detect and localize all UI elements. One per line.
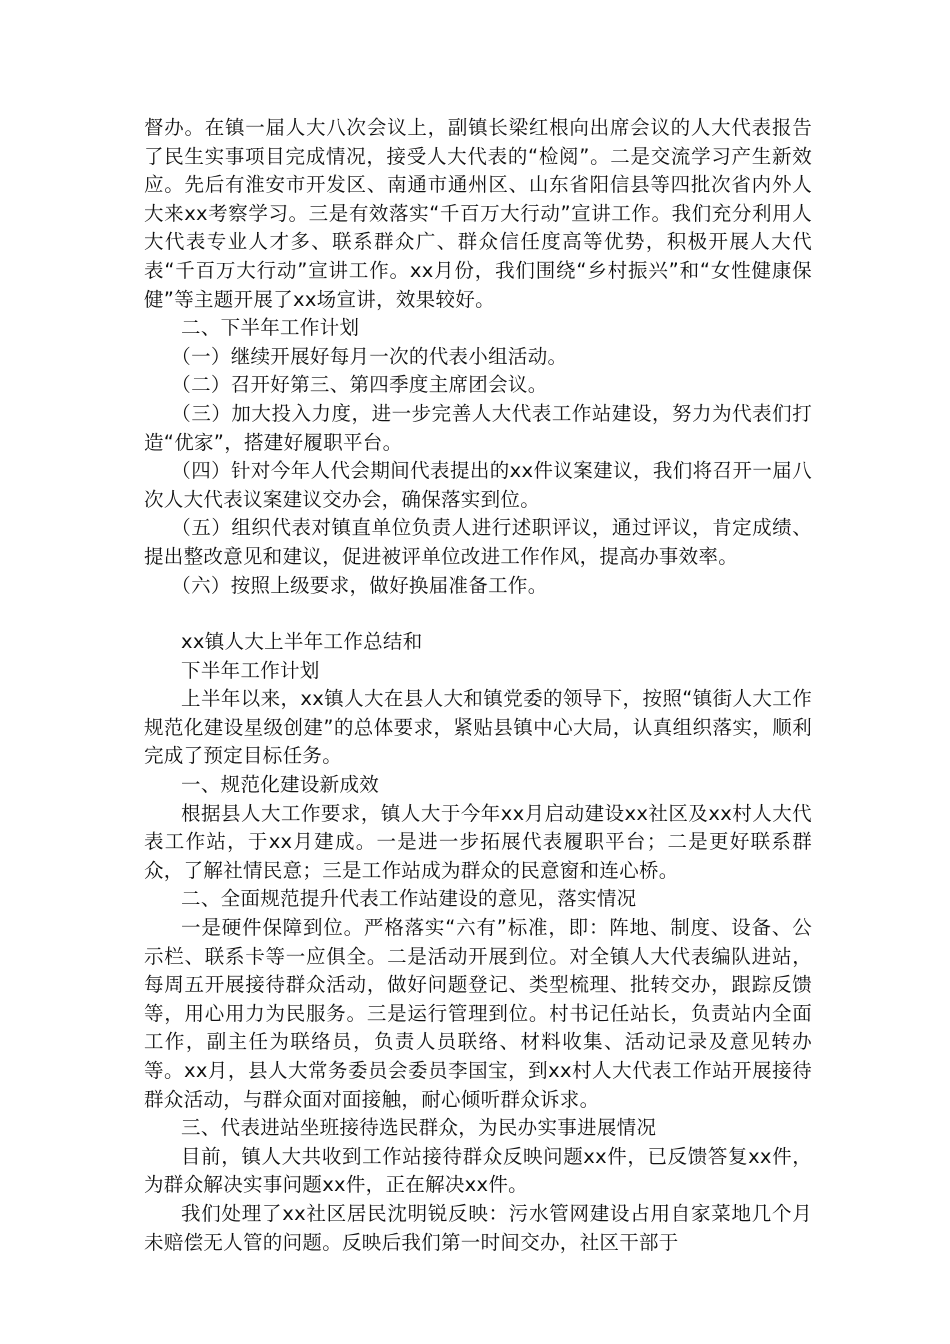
plan-item: （三）加大投入力度，进一步完善人大代表工作站建设，努力为代表们打造“优家”，搭建好履职平台。 (144, 401, 812, 454)
document-title: xx镇人大上半年工作总结和 (181, 630, 423, 654)
paragraph: 一是硬件保障到位。严格落实“六有”标准，即：阵地、制度、设备、公示栏、联系卡等一应俱全。二是活动开展到位。对全镇人大代表编队进站，每周五开展接待群众活动，做好问题登记、类型梳理、批转交办，跟踪反馈等，用心用力为民服务。三是运行管理到位。村书记任站长，负责站内全面工作，副主任为联络员，负责人员联络、材料收集、活动记录及意见转办等。xx月，县人大常务委员会委员李国宝，到xx村人大代表工作站开展接待群众活动，与群众面对面接触，耐心倾听群众诉求。 (144, 916, 812, 1111)
section-heading: 二、全面规范提升代表工作站建设的意见，落实情况 (181, 887, 637, 911)
paragraph: 根据县人大工作要求，镇人大于今年xx月启动建设xx社区及xx村人大代表工作站，于xx月建成。一是进一步拓展代表履职平台；二是更好联系群众，了解社情民意；三是工作站成为群众的民意窗和连心桥。 (144, 801, 812, 882)
blank-line (144, 600, 812, 628)
plan-item: （一）继续开展好每月一次的代表小组活动。 (171, 344, 568, 368)
section-heading: 二、下半年工作计划 (181, 316, 360, 340)
plan-item: （五）组织代表对镇直单位负责人进行述职评议，通过评议，肯定成绩、提出整改意见和建议，促进被评单位改进工作作风，提高办事效率。 (144, 516, 812, 568)
paragraph: 我们处理了xx社区居民沈明锐反映：污水管网建设占用自家菜地几个月未赔偿无人管的问题。反映后我们第一时间交办，社区干部于 (144, 1201, 812, 1254)
plan-item: （四）针对今年人代会期间代表提出的xx件议案建议，我们将召开一届八次人大代表议案建议交办会，确保落实到位。 (144, 459, 812, 511)
paragraph: 督办。在镇一届人大八次会议上，副镇长梁红根向出席会议的人大代表报告了民生实事项目完成情况，接受人大代表的“检阅”。二是交流学习产生新效应。先后有淮安市开发区、南通市通州区、山东省阳信县等四批次省内外人大来xx考察学习。三是有效落实“千百万大行动”宣讲工作。我们充分利用人大代表专业人才多、联系群众广、群众信任度高等优势，积极开展人大代表“千百万大行动”宣讲工作。xx月份，我们围绕“乡村振兴”和“女性健康保健”等主题开展了xx场宣讲，效果较好。 (144, 116, 812, 311)
section-heading: 一、规范化建设新成效 (181, 773, 380, 797)
paragraph: 目前，镇人大共收到工作站接待群众反映问题xx件，已反馈答复xx件，为群众解决实事问题xx件，正在解决xx件。 (144, 1144, 812, 1197)
document-body (144, 114, 812, 1257)
plan-item: （六）按照上级要求，做好换届准备工作。 (171, 573, 548, 597)
paragraph: 上半年以来，xx镇人大在县人大和镇党委的领导下，按照“镇街人大工作规范化建设星级创建”的总体要求，紧贴县镇中心大局，认真组织落实，顺利完成了预定目标任务。 (144, 687, 812, 768)
document-title-line2: 下半年工作计划 (181, 658, 320, 682)
plan-item: （二）召开好第三、第四季度主席团会议。 (171, 373, 548, 397)
section-heading: 三、代表进站坐班接待选民群众，为民办实事进展情况 (181, 1116, 657, 1140)
